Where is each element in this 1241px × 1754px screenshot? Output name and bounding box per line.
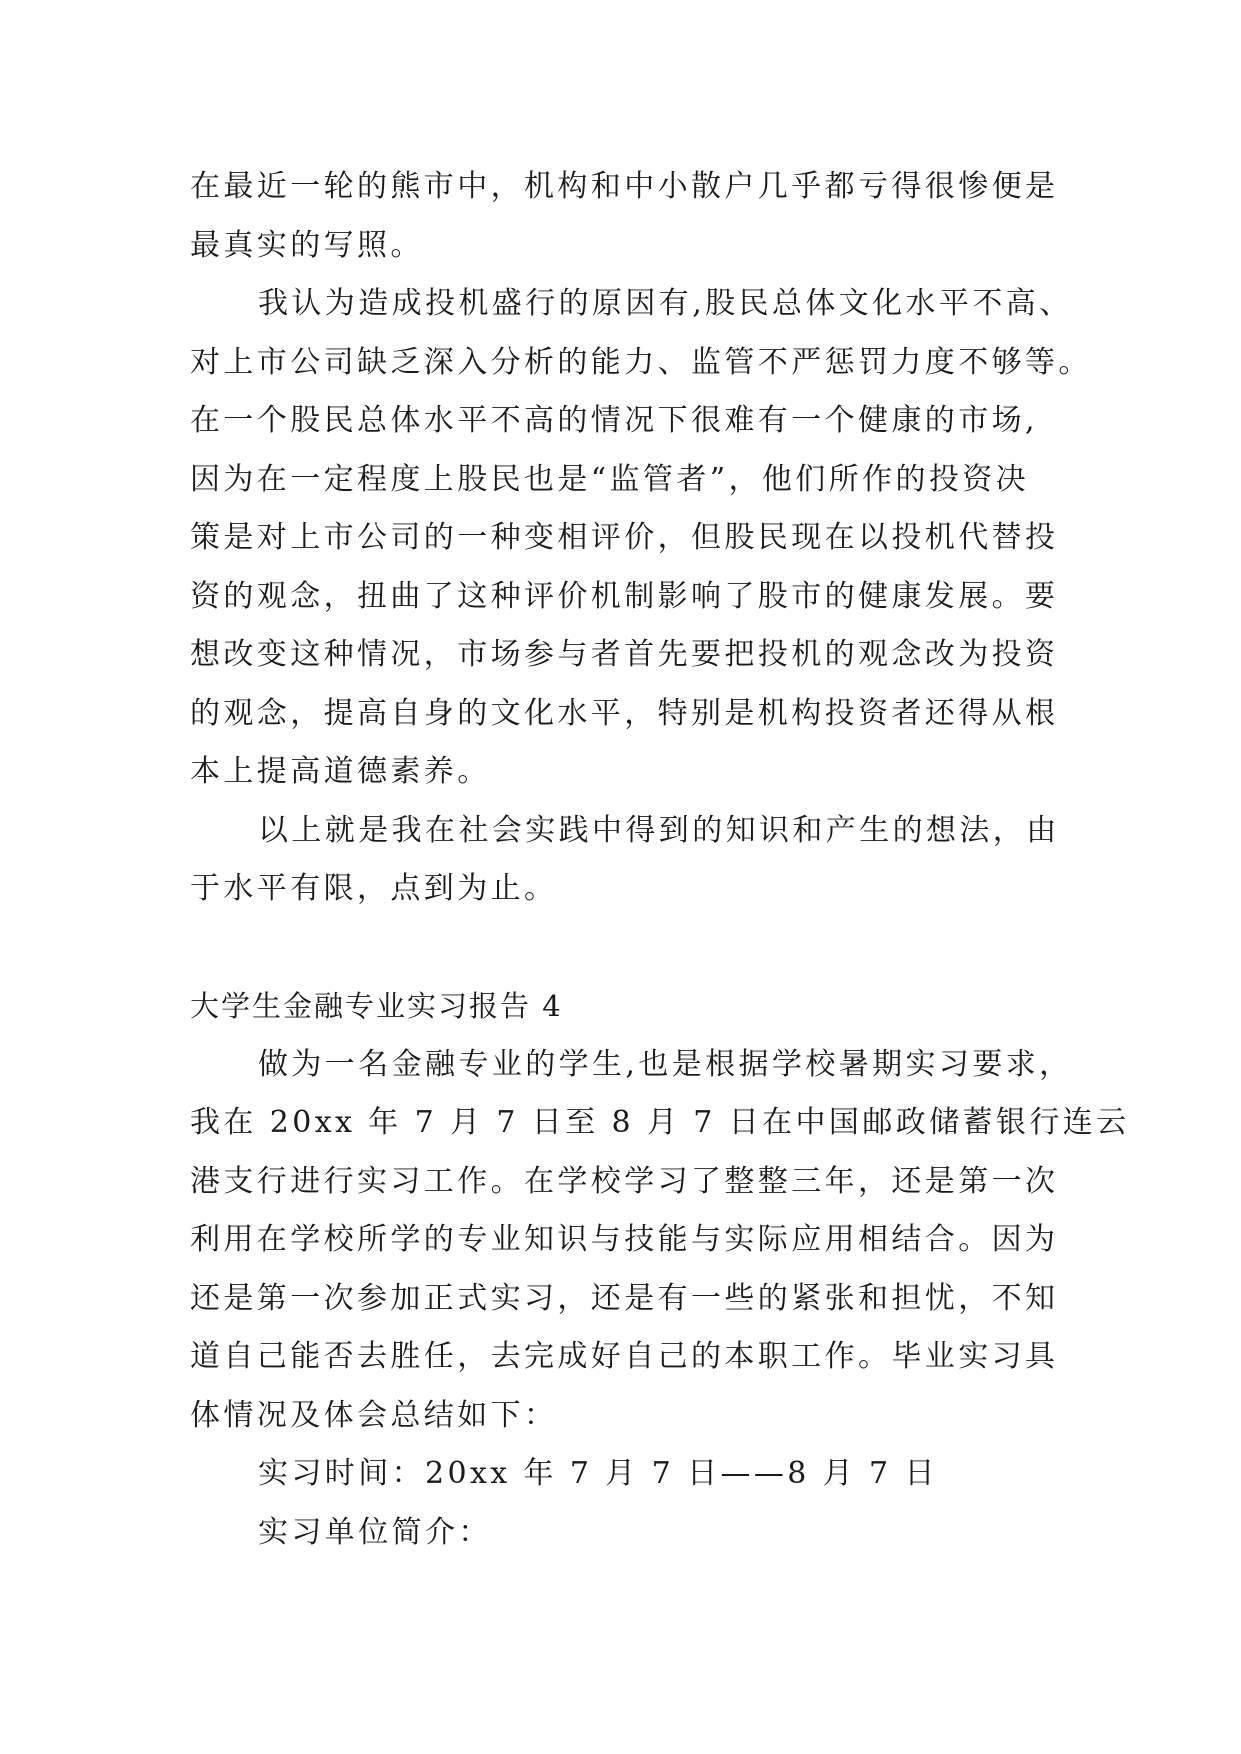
text-line: 体情况及体会总结如下： (190, 1397, 558, 1433)
text-line: 港支行进行实习工作。在学校学习了整整三年，还是第一次 (190, 1163, 1059, 1199)
paragraph (190, 802, 1090, 919)
text-line: 实习时间：20xx 年 7 月 7 日——8 月 7 日 (258, 1456, 938, 1491)
text-line: 我认为造成投机盛行的原因有,股民总体文化水平不高、 (258, 286, 1073, 321)
text-line: 在一个股民总体水平不高的情况下很难有一个健康的市场, (190, 403, 1038, 438)
text-line: 实习单位简介： (258, 1514, 492, 1550)
text-line: 还是第一次参加正式实习，还是有一些的紧张和担忧，不知 (190, 1280, 1059, 1316)
text-line: 做为一名金融专业的学生,也是根据学校暑期实习要求， (258, 1046, 1073, 1082)
text-line: 在最近一轮的熊市中，机构和中小散户几乎都亏得很惨便是 (190, 169, 1059, 204)
paragraph (190, 275, 1090, 802)
paragraph (190, 1445, 1090, 1504)
text-line: 资的观念，扭曲了这种评价机制影响了股市的健康发展。要 (190, 578, 1059, 614)
section-heading: 大学生金融专业实习报告 4 (190, 989, 563, 1023)
paragraph (190, 1504, 1090, 1563)
text-line: 于水平有限，点到为止。 (190, 871, 558, 906)
text-line: 想改变这种情况，市场参与者首先要把投机的观念改为投资 (190, 637, 1059, 672)
text-line: 本上提高道德素养。 (190, 754, 491, 789)
document-body (190, 158, 1130, 1562)
text-line: 我在 20xx 年 7 月 7 日至 8 月 7 日在中国邮政储蓄银行连云 (190, 1105, 1130, 1140)
blank-line (190, 919, 1090, 978)
text-line: 策是对上市公司的一种变相评价，但股民现在以投机代替投 (190, 520, 1059, 555)
text-line: 以上就是我在社会实践中得到的知识和产生的想法，由 (258, 812, 1060, 848)
text-line: 的观念，提高自身的文化水平，特别是机构投资者还得从根 (190, 695, 1059, 731)
text-line: 道自己能否去胜任，去完成好自己的本职工作。毕业实习具 (190, 1339, 1059, 1374)
text-line: 最真实的写照。 (190, 227, 424, 263)
paragraph (190, 1036, 1130, 1446)
text-line: 因为在一定程度上股民也是“监管者”，他们所作的投资决 (190, 461, 1030, 497)
text-line: 对上市公司缺乏深入分析的能力、监管不严惩罚力度不够等。 (190, 344, 1092, 380)
paragraph (190, 158, 1090, 275)
text-line: 利用在学校所学的专业知识与技能与实际应用相结合。因为 (190, 1222, 1059, 1257)
